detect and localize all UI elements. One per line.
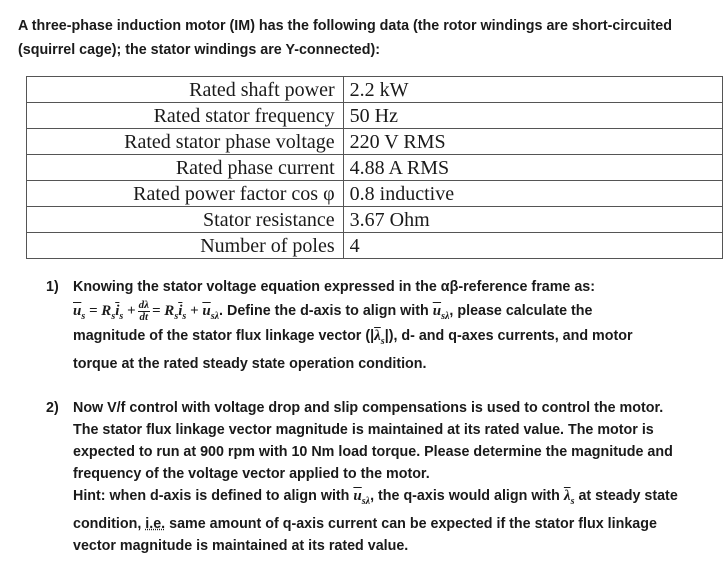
parameter-value: 2.2 kW — [343, 77, 722, 103]
q1-equation-line: $\overline{u}_s = R_s\overline{i}_s$ + $\frac{d\lambda}{dt}$ = $R_s\overline{i}_s + \overline{u}_{s\lambda}$. Define the d-axis to align with $\overline{u}_{s\lambda}$, please calculate the — [73, 299, 593, 324]
parameter-value: 4 — [343, 233, 722, 259]
lambda-s-symbol: $\overline{\lambda}_s$ — [374, 328, 385, 347]
q2-line-2: The stator flux linkage vector magnitude is maintained at its rated value. The motor is — [73, 422, 654, 438]
table-row — [27, 207, 723, 233]
table-row — [27, 103, 723, 129]
intro-text: A three-phase induction motor (IM) has the following data (the rotor windings are short-circuited (squirrel cage); the stator windings are Y-connected): — [18, 18, 672, 58]
q1-line-3: magnitude of the stator flux linkage vector $(|\overline{\lambda}_s|)$, d- and q-axes currents, and motor — [73, 328, 633, 347]
question-1-body — [73, 276, 698, 375]
parameter-label: Rated power factor cos φ — [27, 181, 344, 207]
parameter-label: Rated shaft power — [27, 77, 344, 103]
u-s-lambda-symbol: $\overline{u}_{s\lambda}$ — [353, 488, 371, 507]
q2-line-3: expected to run at 900 rpm with 10 Nm load torque. Please determine the magnitude and — [73, 444, 673, 460]
q1-line-1: Knowing the stator voltage equation expressed in the αβ-reference frame as: — [73, 279, 596, 295]
q2-line-1: Now V/f control with voltage drop and slip compensations is used to control the motor. — [73, 400, 664, 416]
u-s-lambda-symbol: $\overline{u}_{s\lambda}$ — [432, 303, 450, 322]
table-row — [27, 155, 723, 181]
lambda-s-symbol: $\overline{\lambda}_s$ — [563, 488, 575, 507]
question-1-number: 1) — [46, 279, 59, 295]
parameter-value: 50 Hz — [343, 103, 722, 129]
flux-derivative-fraction: $\frac{d\lambda}{dt}$ — [138, 299, 149, 324]
question-2-number: 2) — [46, 400, 59, 416]
parameter-value: 0.8 inductive — [343, 181, 722, 207]
q2-line-6: condition, i.e. same amount of q-axis current can be expected if the stator flux linkage — [73, 516, 657, 532]
q2-line-4: frequency of the voltage vector applied to the motor. — [73, 466, 430, 482]
parameter-value: 3.67 Ohm — [343, 207, 722, 233]
parameter-value: 220 V RMS — [343, 129, 722, 155]
q1-line-4: torque at the rated steady state operation condition. — [73, 356, 427, 372]
parameter-value: 4.88 A RMS — [343, 155, 722, 181]
table-row — [27, 129, 723, 155]
question-2-body — [73, 397, 698, 557]
parameter-label: Rated stator frequency — [27, 103, 344, 129]
parameter-label: Number of poles — [27, 233, 344, 259]
motor-data-table — [26, 76, 723, 259]
parameter-label: Rated phase current — [27, 155, 344, 181]
q2-line-7: vector magnitude is maintained at its rated value. — [73, 538, 409, 554]
motor-data-body — [27, 77, 723, 259]
stator-voltage-equation: $\overline{u}_s = R_s\overline{i}_s$ + $\frac{d\lambda}{dt}$ = $R_s\overline{i}_s + \overline{u}_{s\lambda}$ — [73, 299, 220, 324]
ie-abbreviation: i.e. — [145, 516, 166, 532]
parameter-label: Rated stator phase voltage — [27, 129, 344, 155]
table-row — [27, 233, 723, 259]
table-row — [27, 77, 723, 103]
q2-hint-line: Hint: when d-axis is defined to align with $\overline{u}_{s\lambda}$, the q-axis would align with $\overline{\lambda}_s$ at steady state — [73, 488, 678, 507]
table-row — [27, 181, 723, 207]
parameter-label: Stator resistance — [27, 207, 344, 233]
